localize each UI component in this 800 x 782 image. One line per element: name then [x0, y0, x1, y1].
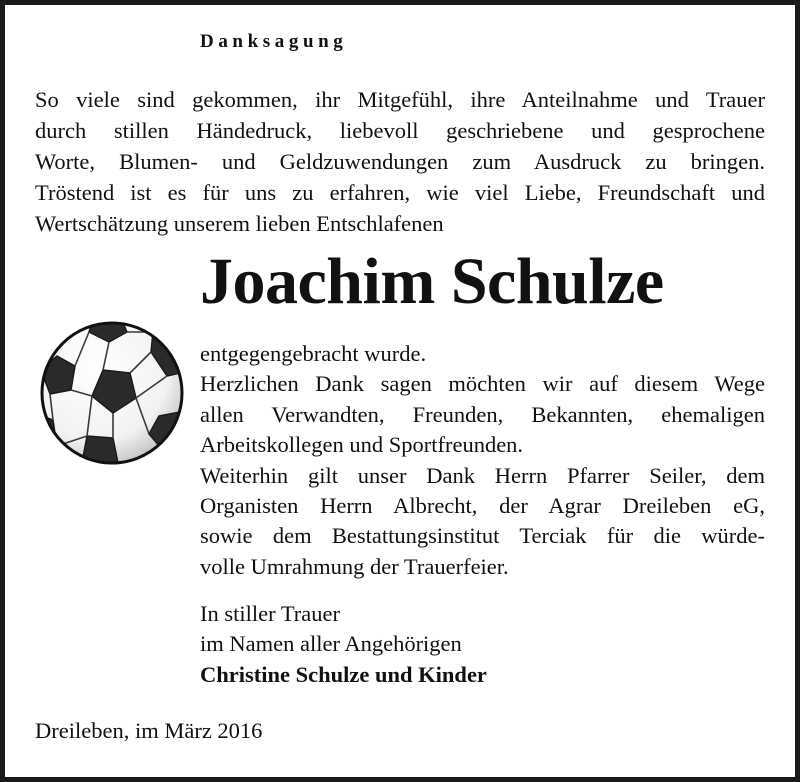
body-line: Arbeitskollegen und Sportfreunden.	[200, 432, 524, 458]
body-line: sowie dem Bestattungsinstitut Terciak für die würde-	[200, 523, 765, 549]
intro-line: Wertschätzung unserem lieben Entschlafenen	[35, 211, 444, 236]
closing-line: In stiller Trauer	[200, 601, 340, 626]
soccer-ball-icon	[35, 318, 190, 468]
intro-line: Worte, Blumen- und Geldzuwendungen zum Ausdruck zu bringen.	[35, 149, 765, 174]
body-line: allen Verwandten, Freunden, Bekannten, ehemaligen	[200, 401, 765, 427]
deceased-name: Joachim Schulze	[200, 245, 664, 318]
body-line: Weiterhin gilt unser Dank Herrn Pfarrer Seiler, dem	[200, 462, 765, 488]
place-date: Dreileben, im März 2016	[35, 718, 263, 743]
body-line: Organisten Herrn Albrecht, der Agrar Dreileben eG,	[200, 493, 765, 519]
intro-line: durch stillen Händedruck, liebevoll geschriebene und gesprochene	[35, 118, 765, 143]
intro-line: So viele sind gekommen, ihr Mitgefühl, ihre Anteilnahme und Trauer	[35, 87, 765, 112]
body-line: Herzlichen Dank sagen möchten wir auf diesem Wege	[200, 371, 765, 397]
intro-line: Tröstend ist es für uns zu erfahren, wie viel Liebe, Freundschaft und	[35, 180, 765, 205]
body-line: volle Umrahmung der Trauerfeier.	[200, 553, 509, 579]
body-line: entgegengebracht wurde.	[200, 341, 427, 366]
heading: Danksagung	[200, 31, 348, 52]
intro-paragraph	[35, 84, 765, 239]
thanks-paragraph	[200, 339, 765, 582]
closing-line: im Namen aller Angehörigen	[200, 631, 462, 657]
closing-block	[200, 599, 487, 690]
signer-name: Christine Schulze und Kinder	[200, 661, 487, 687]
